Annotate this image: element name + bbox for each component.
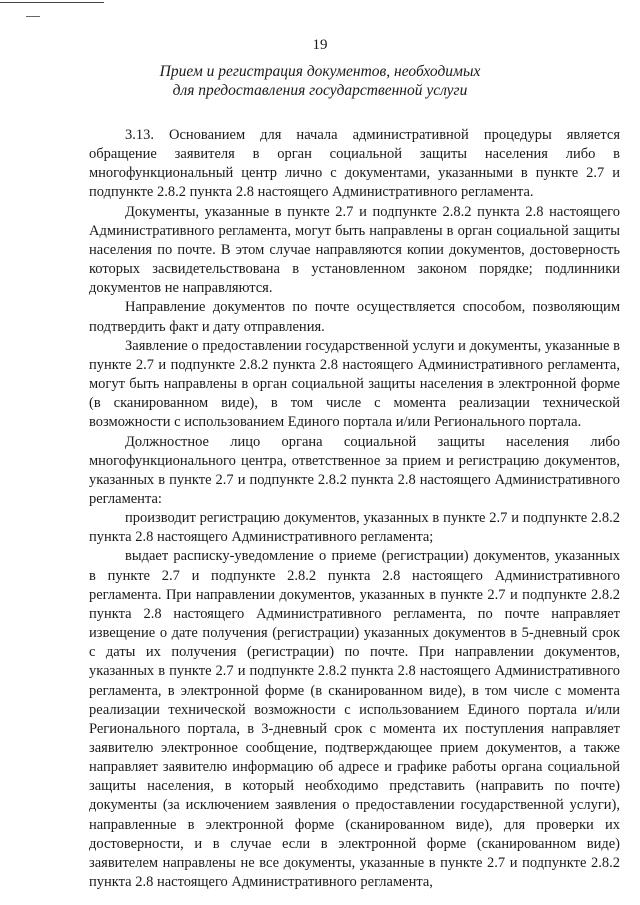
section-heading-line-2: для предоставления государственной услуги — [172, 82, 468, 99]
scan-edge-line — [0, 2, 104, 3]
scan-mark — [26, 16, 40, 17]
paragraph-mail-method: Направление документов по почте осуществляется способом, позволяющим подтвердить факт и дату отправления. — [89, 299, 620, 335]
paragraph-official: Должностное лицо органа социальной защиты населения либо многофункционального центра, ответственное за прием и регистрацию документов, указанных в пункте 2.7 и подпункте 2.8.2 пункта 2.8 настоящего Административного регламента: — [89, 433, 620, 507]
section-heading — [60, 62, 580, 100]
paragraph-3-13: 3.13. Основанием для начала административной процедуры является обращение заявителя в орган социальной защиты населения либо в многофункциональный центр лично с документами, указанными в пункте 2.7 и подпункте 2.8.2 пункта 2.8 настоящего Административного регламента. — [89, 127, 620, 201]
paragraph-mail-documents: Документы, указанные в пункте 2.7 и подпункте 2.8.2 пункта 2.8 настоящего Административного регламента, могут быть направлены в орган социальной защиты населения по почте. В этом случае направляются копии документов, достоверность которых засвидетельствована в установленном законом порядке; подлинники документов не направляются. — [89, 203, 620, 297]
document-body — [89, 126, 620, 892]
paragraph-electronic-form: Заявление о предоставлении государственной услуги и документы, указанные в пункте 2.7 и подпункте 2.8.2 пункта 2.8 настоящего Административного регламента, могут быть направлены в орган социальной защиты населения в электронной форме (в сканированном виде), в том числе с момента реализации технической возможности с использованием Единого портала и/или Регионального портала. — [89, 337, 620, 431]
page-number: 19 — [312, 37, 328, 53]
paragraph-issues-receipt: выдает расписку-уведомление о приеме (регистрации) документов, указанных в пункте 2.7 и подпункте 2.8.2 пункта 2.8 настоящего Административного регламента. При направлении документов, указанных в пункте 2.7 и подпункте 2.8.2 пункта 2.8 настоящего Административного регламента, по почте направляет извещение о дате получения (регистрации) указанных документов в 5-дневный срок с даты их получения (регистрации) по почте. При направлении документов, указанных в пункте 2.7 и подпункте 2.8.2 пункта 2.8 настоящего Административного регламента, в электронной форме (в сканированном виде), в том числе с момента реализации технической возможности с использованием Единого портала и/или Регионального портала, в 3-дневный срок с момента их поступления направляет заявителю электронное сообщение, подтверждающее прием документов, а также направляет заявителю информацию об адресе и графике работы органа социальной защиты населения, в который необходимо представить (направить по почте) документы (за исключением заявления о предоставлении государственной услуги), направленные в электронной форме (сканированном виде), для проверки их достоверности, и в случае если в электронной форме (сканированном виде) заявителем направлены не все документы, указанные в пункте 2.7 и подпункте 2.8.2 пункта 2.8 настоящего Административного регламента, — [89, 548, 620, 891]
section-heading-line-1: Прием и регистрация документов, необходимых — [159, 63, 481, 80]
paragraph-registers: производит регистрацию документов, указанных в пункте 2.7 и подпункте 2.8.2 пункта 2.8 настоящего Административного регламента; — [89, 510, 620, 546]
